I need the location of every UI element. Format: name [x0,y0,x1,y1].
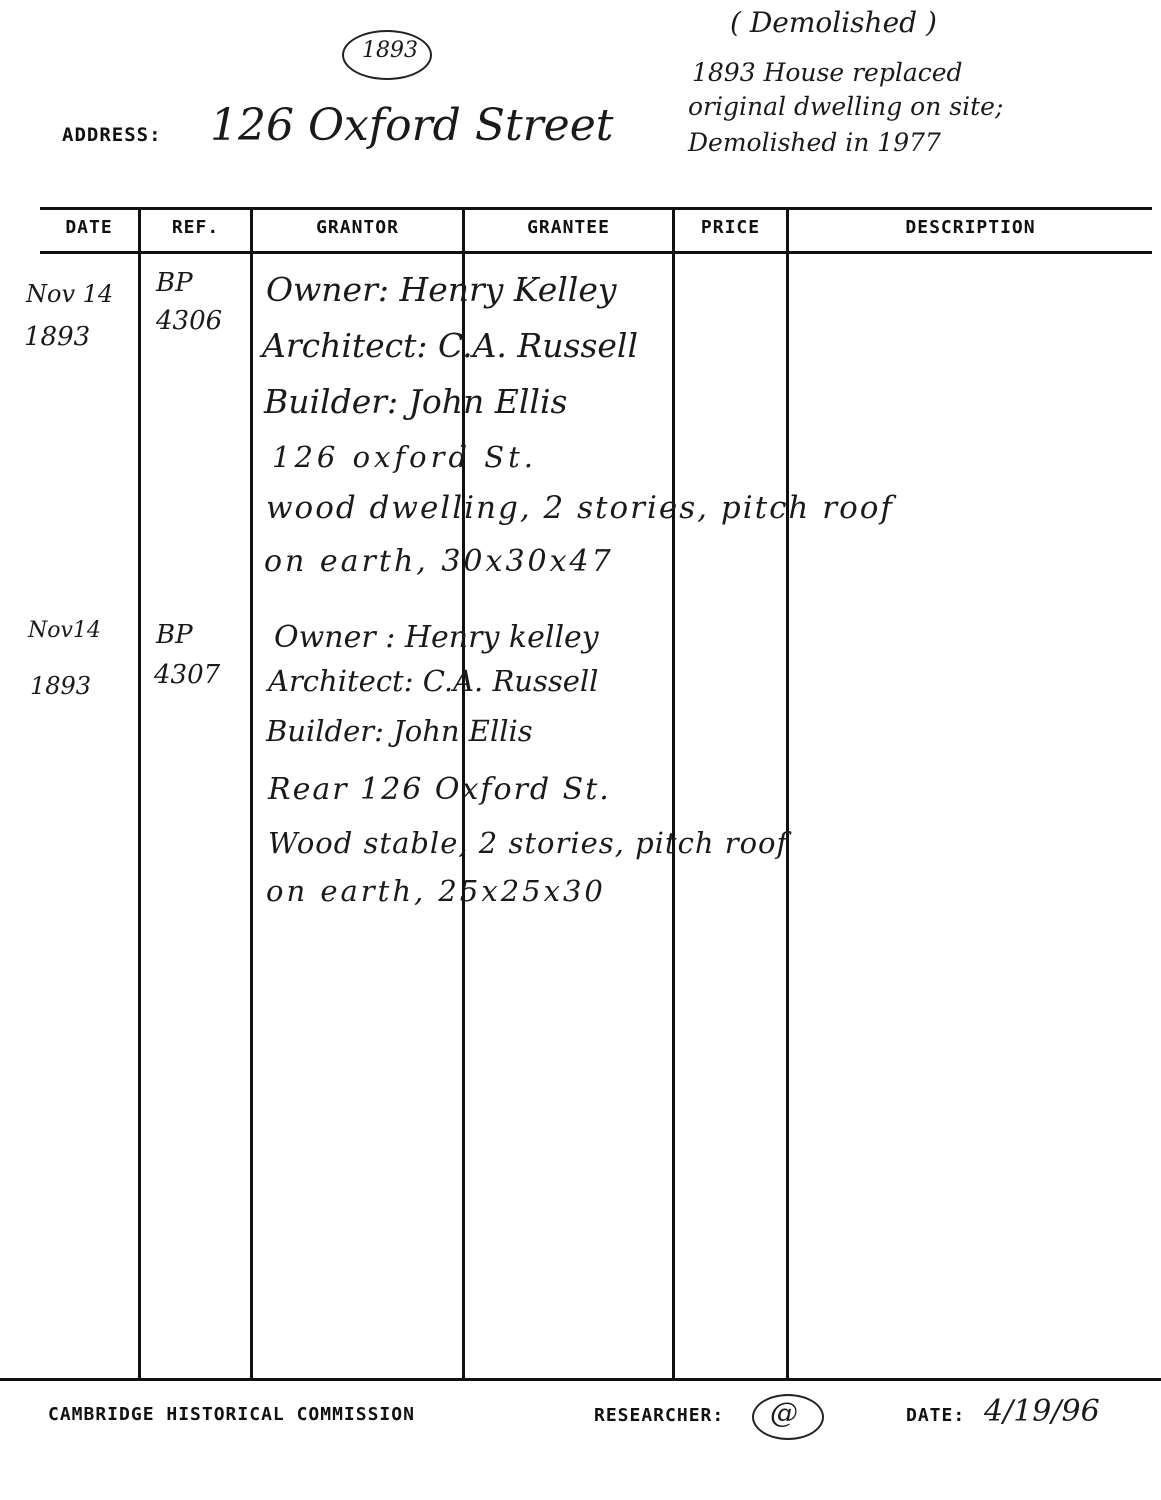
entry-2-line-description: Wood stable, 2 stories, pitch roof [268,826,789,860]
footer-researcher-value: @ [770,1396,798,1429]
entry-2-line-architect: Architect: C.A. Russell [268,664,599,698]
note-status: ( Demolished ) [730,6,937,39]
entry-1-date-line-2: 1893 [24,322,91,352]
entry-2-ref-line-2: 4307 [154,660,221,690]
entry-2-date-line-2: 1893 [30,672,92,700]
column-divider-date-ref [138,207,141,1380]
address-label: ADDRESS: [62,124,162,146]
entry-2-ref-line-1: BP [156,620,193,650]
column-header-description: DESCRIPTION [905,217,1036,238]
entry-2-date-line-1: Nov14 [28,618,101,643]
table-bottom-rule [0,1378,1161,1381]
entry-1-ref-line-2: 4306 [156,306,223,336]
address-value: 126 Oxford Street [210,100,614,151]
column-header-price: PRICE [700,217,761,238]
column-header-grantee: GRANTEE [527,217,610,238]
column-header-date: DATE [65,217,113,238]
column-divider-price-description [786,207,789,1380]
entry-2-line-builder: Builder: John Ellis [266,714,533,748]
circled-year: 1893 [362,38,418,63]
column-header-grantor: GRANTOR [316,217,399,238]
entry-1-line-dimensions: on earth, 30x30x47 [264,544,614,579]
entry-1-line-description: wood dwelling, 2 stories, pitch roof [266,490,894,526]
footer-date-label: DATE: [906,1405,966,1426]
entry-1-date-line-1: Nov 14 [26,280,114,308]
column-divider-ref-grantor [250,207,253,1380]
entry-1-line-location: 126 oxford St. [272,440,537,474]
table-top-rule [40,207,1152,210]
footer-commission: CAMBRIDGE HISTORICAL COMMISSION [48,1404,415,1425]
note-line-2: original dwelling on site; [688,92,1004,121]
column-divider-grantee-price [672,207,675,1380]
entry-2-line-dimensions: on earth, 25x25x30 [266,874,606,908]
note-line-3: Demolished in 1977 [688,128,941,157]
footer-date-value: 4/19/96 [984,1394,1100,1429]
column-header-ref: REF. [171,217,220,238]
entry-1-ref-line-1: BP [156,268,193,298]
entry-1-line-builder: Builder: John Ellis [264,382,568,421]
entry-1-line-architect: Architect: C.A. Russell [262,326,639,365]
entry-1-line-owner: Owner: Henry Kelley [266,270,617,309]
entry-2-line-location: Rear 126 Oxford St. [268,772,611,807]
footer-researcher-label: RESEARCHER: [594,1405,725,1426]
entry-2-line-owner: Owner : Henry kelley [274,620,599,655]
table-header-rule [40,251,1152,254]
note-line-1: 1893 House replaced [692,58,963,87]
